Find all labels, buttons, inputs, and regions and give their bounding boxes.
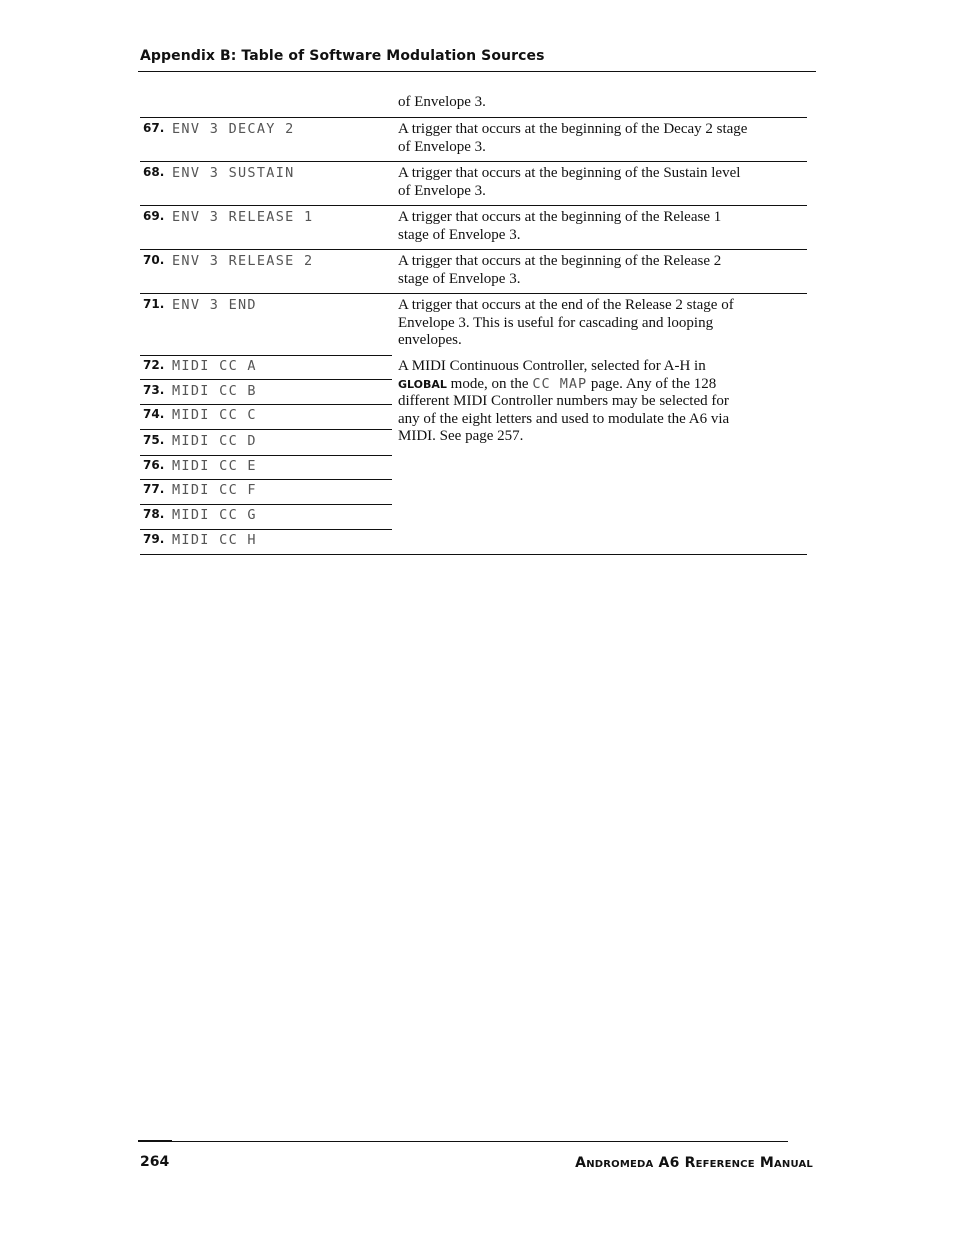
row-divider — [140, 249, 807, 250]
source-description — [398, 165, 798, 200]
row-divider — [140, 117, 807, 118]
row-number: 72. — [143, 358, 165, 372]
source-name: MIDI CC D — [172, 433, 257, 449]
description-line: A trigger that occurs at the end of the Release 2 stage of — [398, 297, 734, 313]
description-line: of Envelope 3. — [398, 182, 486, 199]
source-name: MIDI CC H — [172, 532, 257, 548]
row-divider — [140, 504, 392, 505]
source-name: MIDI CC G — [172, 507, 257, 523]
source-description — [398, 253, 798, 288]
source-name: MIDI CC E — [172, 458, 257, 474]
source-name: MIDI CC C — [172, 407, 257, 423]
description-line: A trigger that occurs at the beginning of the Release 2 — [398, 253, 722, 269]
page-number: 264 — [140, 1154, 170, 1170]
description-fragment: page. Any of the 128 — [587, 375, 717, 392]
description-line: stage of Envelope 3. — [398, 270, 521, 287]
source-name: MIDI CC F — [172, 482, 257, 498]
description-line: A trigger that occurs at the beginning of the Sustain level — [398, 165, 741, 181]
description-line — [398, 376, 798, 394]
row-number: 76. — [143, 458, 165, 472]
row-divider — [140, 379, 392, 380]
description-line: A trigger that occurs at the beginning of the Decay 2 stage — [398, 121, 748, 137]
row-number: 78. — [143, 507, 165, 521]
row-number: 75. — [143, 433, 165, 447]
description-fragment: mode, on the — [446, 375, 533, 392]
row-divider — [140, 355, 392, 356]
description-line: Envelope 3. This is useful for cascading and looping — [398, 314, 714, 331]
source-name: MIDI CC A — [172, 358, 257, 374]
page-header-title: Appendix B: Table of Software Modulation Sources — [140, 48, 545, 64]
source-name: ENV 3 END — [172, 297, 257, 313]
continued-description: of Envelope 3. — [398, 94, 486, 110]
cc-map-page-label: CC MAP — [532, 375, 588, 392]
row-number: 71. — [143, 297, 165, 311]
row-divider — [140, 404, 392, 405]
source-name: ENV 3 RELEASE 2 — [172, 253, 314, 269]
source-description — [398, 121, 798, 156]
description-line: different MIDI Controller numbers may be selected for — [398, 393, 729, 409]
source-name: ENV 3 SUSTAIN — [172, 165, 295, 181]
header-rule — [138, 71, 816, 72]
manual-title: Andromeda A6 Reference Manual — [575, 1155, 813, 1171]
description-line: envelopes. — [398, 332, 462, 348]
table-bottom-rule — [140, 554, 807, 555]
description-line: MIDI. See page 257. — [398, 428, 524, 444]
source-name: ENV 3 RELEASE 1 — [172, 209, 314, 225]
description-line: stage of Envelope 3. — [398, 226, 521, 243]
source-description — [398, 209, 798, 244]
description-line: A MIDI Continuous Controller, selected for A-H in — [398, 358, 706, 374]
row-divider — [140, 293, 807, 294]
row-number: 79. — [143, 532, 165, 546]
description-line: A trigger that occurs at the beginning of the Release 1 — [398, 209, 722, 225]
row-number: 70. — [143, 253, 165, 267]
row-divider — [140, 205, 807, 206]
row-number: 67. — [143, 121, 165, 135]
description-line: of Envelope 3. — [398, 138, 486, 155]
row-divider — [140, 479, 392, 480]
row-number: 68. — [143, 165, 165, 179]
row-divider — [140, 161, 807, 162]
midi-cc-description — [398, 358, 798, 446]
source-description — [398, 297, 798, 350]
row-number: 69. — [143, 209, 165, 223]
row-number: 77. — [143, 482, 165, 496]
row-number: 74. — [143, 407, 165, 421]
source-name: ENV 3 DECAY 2 — [172, 121, 295, 137]
row-number: 73. — [143, 383, 165, 397]
row-divider — [140, 429, 392, 430]
row-divider — [140, 455, 392, 456]
source-name: MIDI CC B — [172, 383, 257, 399]
footer-rule — [138, 1141, 788, 1142]
global-mode-label: GLOBAL — [398, 377, 447, 391]
description-line: any of the eight letters and used to modulate the A6 via — [398, 410, 730, 427]
row-divider — [140, 529, 392, 530]
